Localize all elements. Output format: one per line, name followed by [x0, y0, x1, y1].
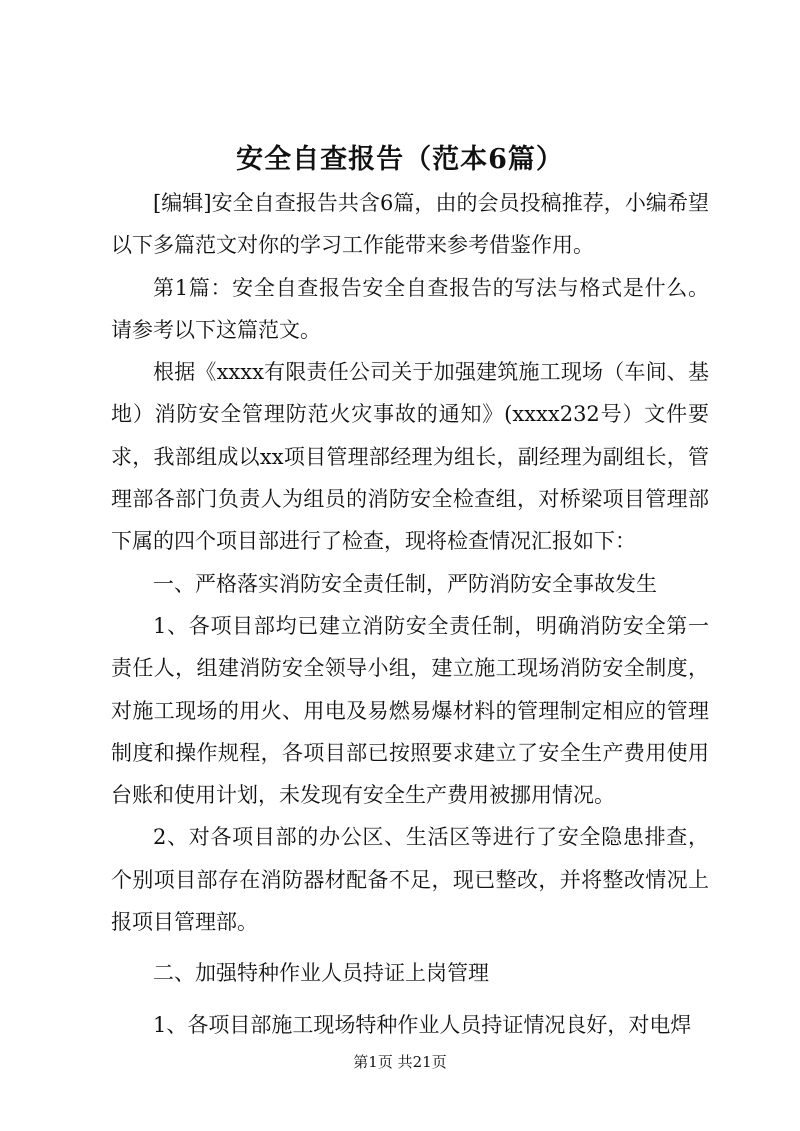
paragraph-item-1: 1、各项目部均已建立消防安全责任制，明确消防安全第一责任人，组建消防安全领导小组，建立施工现场消防安全制度，对施工现场的用火、用电及易燃易爆材料的管理制定相应的管理制度和操作规程，各项目部已按照要求建立了安全生产费用使用台账和使用计划，未发现有安全生产费用被挪用情况。 — [111, 613, 709, 808]
page-number: 第1页 共21页 — [353, 1053, 447, 1071]
section-heading-2: 二、加强特种作业人员持证上岗管理 — [153, 961, 489, 986]
paragraph-intro: [编辑]安全自查报告共含6篇，由的会员投稿推荐，小编希望以下多篇范文对你的学习工作能带来参考借鉴作用。 — [111, 191, 709, 258]
section-heading-1: 一、严格落实消防安全责任制，严防消防安全事故发生 — [153, 571, 657, 596]
paragraph-item-3: 1、各项目部施工现场特种作业人员持证情况良好，对电焊 — [153, 1012, 692, 1037]
paragraph-item-2: 2、对各项目部的办公区、生活区等进行了安全隐患排查，个别项目部存在消防器材配备不足，现已整改，并将整改情况上报项目管理部。 — [111, 825, 709, 935]
paragraph-article-1-heading: 第1篇：安全自查报告安全自查报告的写法与格式是什么。请参考以下这篇范文。 — [111, 275, 709, 342]
document-title: 安全自查报告（范本6篇） — [236, 144, 564, 175]
paragraph-notice-reference: 根据《xxxx有限责任公司关于加强建筑施工现场（车间、基地）消防安全管理防范火灾事故的通知》(xxxx232号）文件要求，我部组成以xx项目管理部经理为组长，副经理为副组长，管理部各部门负责人为组员的消防安全检查组，对桥梁项目管理部下属的四个项目部进行了检查，现将检查情况汇报如下： — [111, 360, 709, 554]
document-body — [111, 182, 709, 1046]
